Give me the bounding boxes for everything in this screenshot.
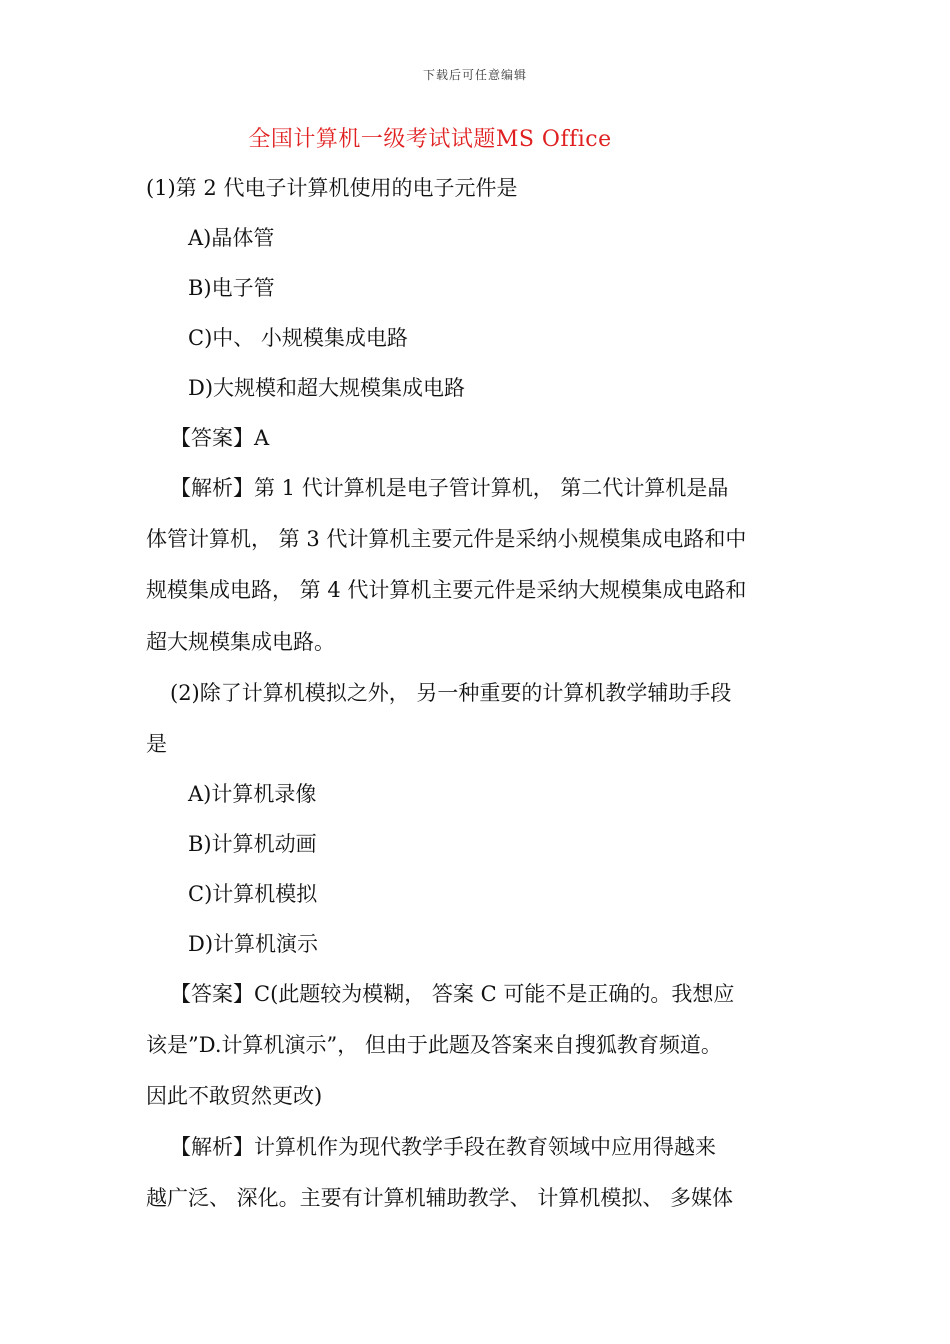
question-1-option-c: C)中、 小规模集成电路 bbox=[188, 326, 408, 350]
question-1-answer: 【答案】A bbox=[170, 426, 270, 450]
question-2-option-d: D)计算机演示 bbox=[188, 932, 319, 956]
question-1-option-a: A)晶体管 bbox=[188, 226, 275, 250]
question-2-answer-line-2: 该是”D.计算机演示”， 但由于此题及答案来自搜狐教育频道。 bbox=[146, 1033, 722, 1057]
question-1-option-b: B)电子管 bbox=[188, 276, 275, 300]
question-2-option-b: B)计算机动画 bbox=[188, 832, 317, 856]
question-2-option-c: C)计算机模拟 bbox=[188, 882, 318, 906]
question-1-explanation-line-4: 超大规模集成电路。 bbox=[146, 630, 335, 654]
question-1-explanation-line-3: 规模集成电路， 第 4 代计算机主要元件是采纳大规模集成电路和 bbox=[146, 578, 747, 602]
question-2-stem-line-2: 是 bbox=[146, 732, 167, 756]
document-title: 全国计算机一级考试试题MS Office bbox=[248, 127, 612, 152]
question-2-option-a: A)计算机录像 bbox=[188, 782, 317, 806]
question-2-stem-line-1: (2)除了计算机模拟之外， 另一种重要的计算机教学辅助手段 bbox=[170, 681, 732, 705]
question-1-explanation-line-1: 【解析】第 1 代计算机是电子管计算机， 第二代计算机是晶 bbox=[170, 476, 729, 500]
question-2-explanation-line-2: 越广泛、 深化。主要有计算机辅助教学、 计算机模拟、 多媒体 bbox=[146, 1186, 734, 1210]
question-1-stem: (1)第 2 代电子计算机使用的电子元件是 bbox=[146, 176, 518, 200]
question-1-option-d: D)大规模和超大规模集成电路 bbox=[188, 376, 466, 400]
question-2-explanation-line-1: 【解析】计算机作为现代教学手段在教育领域中应用得越来 bbox=[170, 1135, 716, 1159]
question-2-answer-line-1: 【答案】C(此题较为模糊， 答案 C 可能不是正确的。我想应 bbox=[170, 982, 735, 1006]
header-note: 下载后可任意编辑 bbox=[422, 68, 527, 82]
question-2-answer-line-3: 因此不敢贸然更改) bbox=[146, 1084, 323, 1108]
question-1-explanation-line-2: 体管计算机， 第 3 代计算机主要元件是采纳小规模集成电路和中 bbox=[146, 527, 747, 551]
